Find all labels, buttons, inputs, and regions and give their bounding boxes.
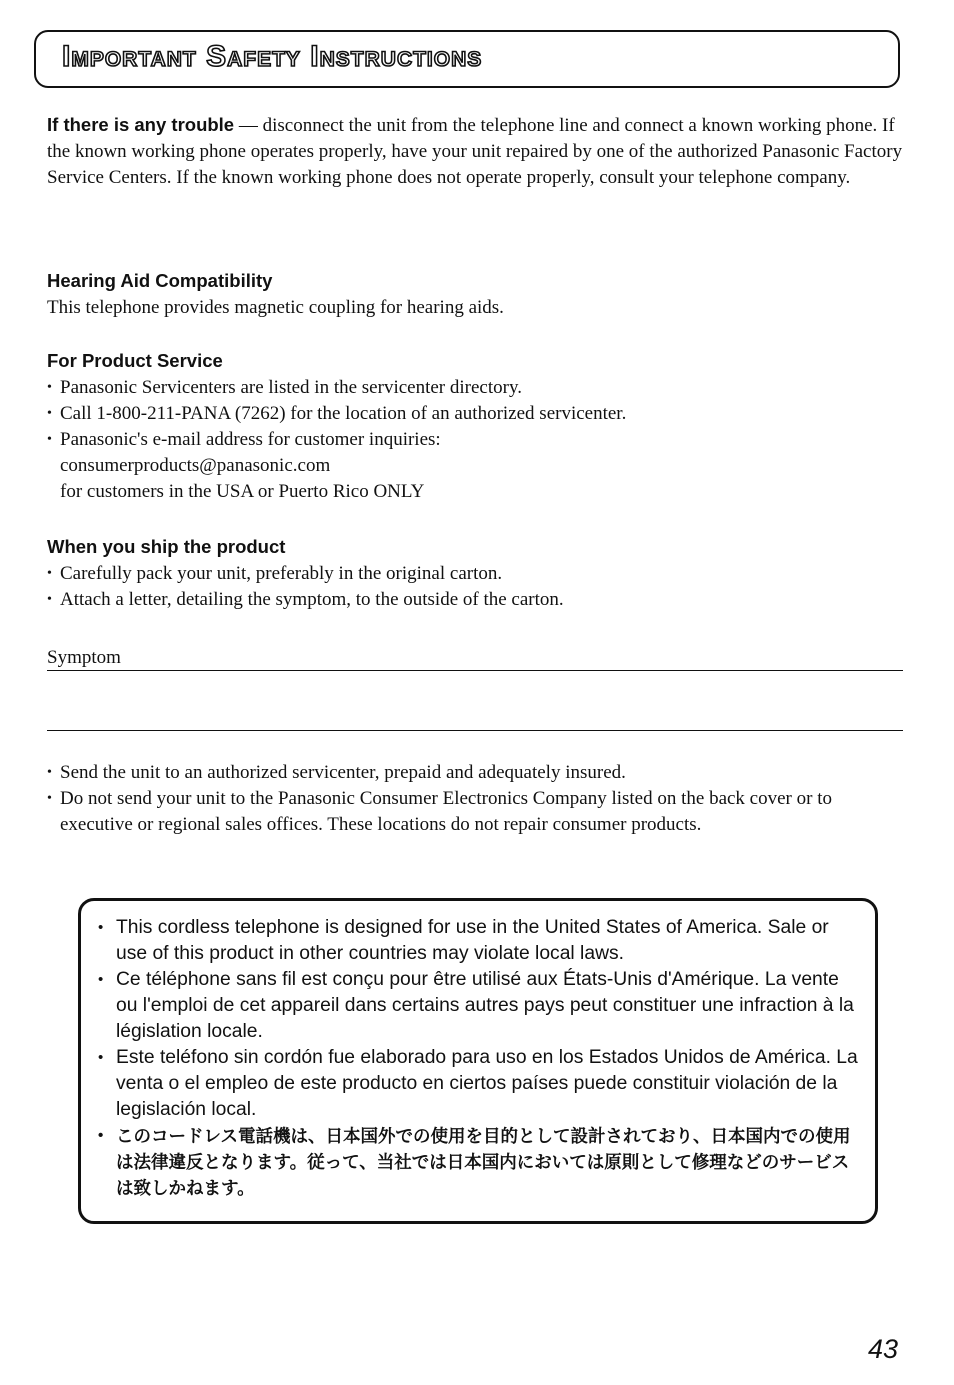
notice-item-japanese: • このコードレス電話機は、日本国外での使用を目的として設計されており、日本国内での使用は法律違反となります。従って、当社では日本国内においては原則として修理などのサービスは致しかねます。 [98,1123,858,1201]
ship-after-list [47,760,907,838]
email-address: consumerproducts@panasonic.com [60,455,331,476]
notice-list [98,915,858,1201]
hearing-aid-heading: Hearing Aid Compatibility [47,270,273,291]
ship-heading: When you ship the product [47,536,286,557]
trouble-lead: If there is any trouble [47,114,235,135]
notice-item-english: • This cordless telephone is designed for use in the United States of America. Sale or use of this product in other countries may violate local laws. [98,915,858,967]
product-service-list [47,375,907,505]
symptom-line [47,670,903,671]
symptom-label: Symptom [47,647,121,668]
list-item: • Carefully pack your unit, preferably in the original carton. [47,561,907,587]
ship-list [47,561,907,613]
list-item: • Do not send your unit to the Panasonic Consumer Electronics Company listed on the back cover or to executive or regional sales offices. These locations do not repair consumer products. [47,786,907,838]
list-item: • Call 1-800-211-PANA (7262) for the location of an authorized servicenter. [47,401,907,427]
notice-item-french: • Ce téléphone sans fil est conçu pour être utilisé aux États-Unis d'Amérique. La vente ou l'emploi de cet appareil dans certains autres pays peut constituer une infraction à la législation locale. [98,967,858,1045]
notice-item-spanish: • Este teléfono sin cordón fue elaborado para uso en los Estados Unidos de América. La venta o el empleo de este producto en ciertos países puede constituir violación de la legislación local. [98,1045,858,1123]
trouble-text: — disconnect the unit from the telephone line and connect a known working phone. If the known working phone operates properly, have your unit repaired by one of the authorized Panasonic Factory Service Centers. If the known working phone does not operate properly, consult your telephone company. [47,115,903,188]
page-title: Important Safety Instructions [62,40,483,73]
trouble-paragraph [47,112,907,191]
list-item: • Panasonic Servicenters are listed in the servicenter directory. [47,375,907,401]
title-box [34,30,900,88]
list-item: • Attach a letter, detailing the symptom, to the outside of the carton. [47,587,907,613]
symptom-line [47,730,903,731]
page-number: 43 [868,1334,899,1364]
email-note: for customers in the USA or Puerto Rico ONLY [60,481,425,502]
list-item: • Send the unit to an authorized servicenter, prepaid and adequately insured. [47,760,907,786]
hearing-aid-text: This telephone provides magnetic coupling for hearing aids. [47,297,504,318]
list-item: • Panasonic's e-mail address for customer inquiries: [47,427,907,453]
product-service-heading: For Product Service [47,350,223,371]
